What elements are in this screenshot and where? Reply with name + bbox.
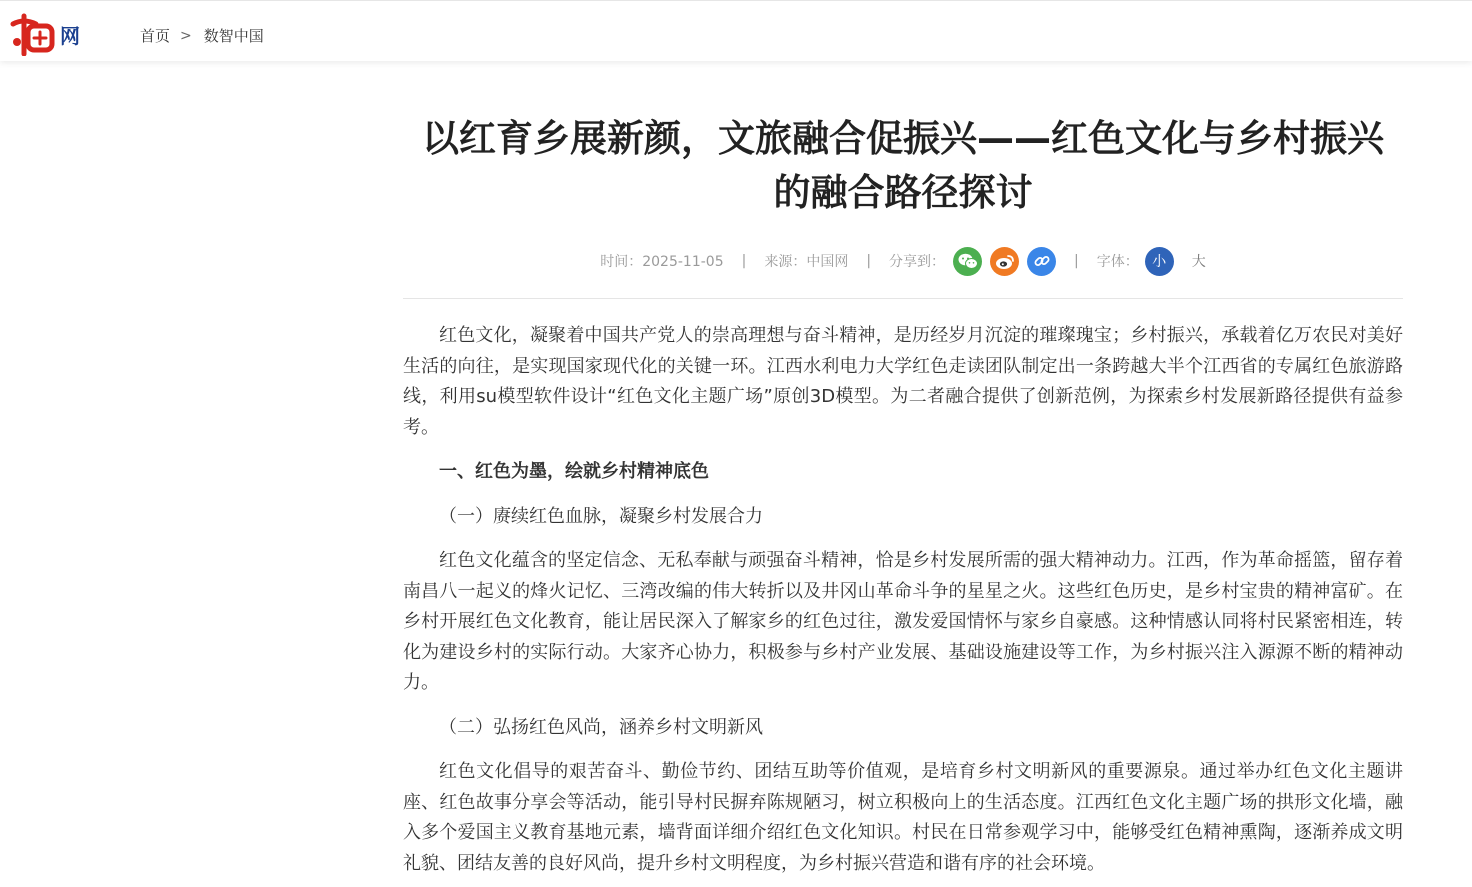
top-header	[0, 0, 1472, 61]
article	[403, 60, 1403, 879]
article-title: 以红育乡展新颜，文旅融合促振兴——红色文化与乡村振兴的融合路径探讨	[422, 117, 1384, 214]
breadcrumb-home[interactable]: 首页	[140, 27, 171, 45]
breadcrumb-separator: >	[180, 27, 192, 44]
breadcrumb	[140, 25, 264, 46]
subsection-heading: （一）赓续红色血脉，凝聚乡村发展合力	[439, 505, 763, 527]
share-weibo-button[interactable]	[990, 247, 1019, 276]
publish-time: 时间：2025-11-05	[600, 254, 724, 270]
site-logo[interactable]	[10, 11, 79, 57]
meta-divider: |	[741, 253, 747, 269]
meta-divider: |	[866, 253, 872, 269]
paragraph: 红色文化，凝聚着中国共产党人的崇高理想与奋斗精神，是历经岁月沉淀的璀璨瑰宝；乡村振兴，承载着亿万农民对美好生活的向往，是实现国家现代化的关键一环。江西水利电力大学红色走读团队制定出一条跨越大半个江西省的专属红色旅游路线，利用su模型软件设计“红色文化主题广场”原创3D模型。为二者融合提供了创新范例，为探索乡村发展新路径提供有益参考。	[403, 325, 1403, 438]
wechat-icon	[958, 253, 978, 270]
link-icon	[1033, 252, 1051, 270]
font-big-button[interactable]: 大	[1191, 254, 1206, 270]
font-size-label: 字体：	[1096, 254, 1139, 270]
paragraph: 红色文化倡导的艰苦奋斗、勤俭节约、团结互助等价值观，是培育乡村文明新风的重要源泉。通过举办红色文化主题讲座、红色故事分享会等活动，能引导村民摒弃陈规陋习，树立积极向上的生活态度。江西红色文化主题广场的拱形文化墙，融入多个爱国主义教育基地元素，墙背面详细介绍红色文化知识。村民在日常参观学习中，能够受红色精神熏陶，逐渐养成文明礼貌、团结友善的良好风尚，提升乡村文明程度，为乡村振兴营造和谐有序的社会环境。	[403, 761, 1403, 874]
meta-divider-line	[403, 298, 1403, 299]
breadcrumb-digital-china[interactable]: 数智中国	[203, 27, 264, 45]
subsection-heading: （二）弘扬红色风尚，涵养乡村文明新风	[439, 716, 763, 738]
article-body	[403, 321, 1403, 879]
font-small-button[interactable]: 小	[1145, 247, 1174, 276]
logo-wordmark: 网	[60, 23, 79, 48]
article-source: 来源：中国网	[764, 254, 849, 270]
paragraph: 红色文化蕴含的坚定信念、无私奉献与顽强奋斗精神，恰是乡村发展所需的强大精神动力。江西，作为革命摇篮，留存着南昌八一起义的烽火记忆、三湾改编的伟大转折以及井冈山革命斗争的星星之火。这些红色历史，是乡村宝贵的精神富矿。在乡村开展红色文化教育，能让居民深入了解家乡的红色过往，激发爱国情怀与家乡自豪感。这种情感认同将村民紧密相连，转化为建设乡村的实际行动。大家齐心协力，积极参与乡村产业发展、基础设施建设等工作，为乡村振兴注入源源不断的精神动力。	[403, 550, 1403, 693]
weibo-icon	[995, 253, 1015, 270]
china-knot-logo-icon	[10, 12, 58, 56]
meta-divider: |	[1074, 253, 1079, 269]
copy-link-button[interactable]	[1027, 247, 1056, 276]
share-label: 分享到：	[889, 254, 946, 270]
share-wechat-button[interactable]	[953, 247, 982, 276]
section-heading: 一、红色为墨，绘就乡村精神底色	[439, 461, 709, 482]
article-meta	[403, 244, 1403, 278]
